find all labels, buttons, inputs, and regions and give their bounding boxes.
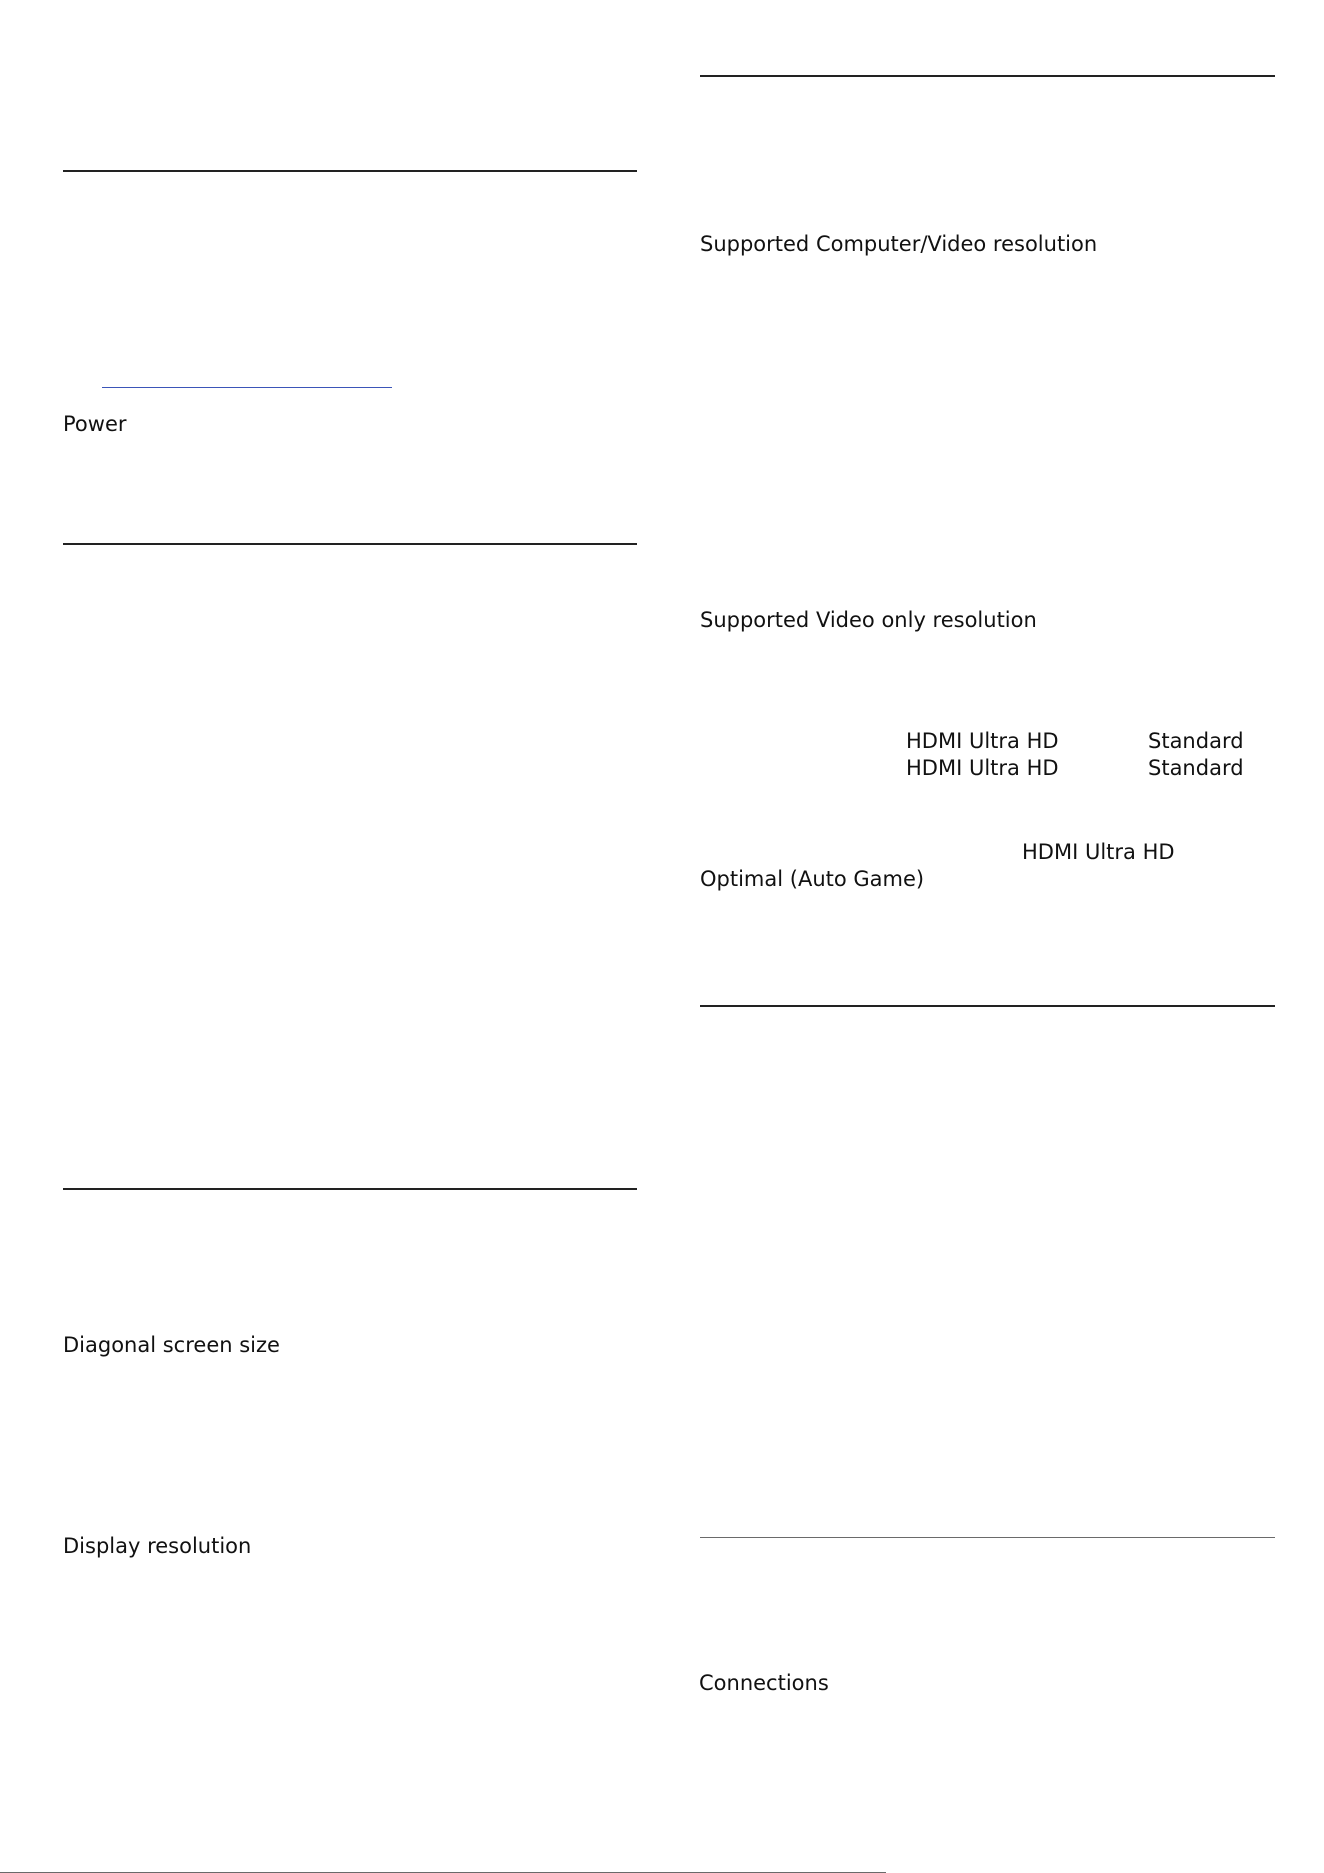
connections-label: Connections bbox=[699, 1671, 829, 1695]
display-resolution-label: Display resolution bbox=[63, 1534, 252, 1558]
game-row-mode: Optimal (Auto Game) bbox=[700, 867, 925, 891]
link-underline bbox=[102, 387, 392, 388]
section-divider bbox=[700, 1537, 1275, 1538]
game-row-hdmi: HDMI Ultra HD bbox=[1022, 840, 1175, 864]
resolution-row-mode: Standard bbox=[1148, 729, 1244, 753]
section-divider bbox=[63, 543, 637, 545]
resolution-row-mode: Standard bbox=[1148, 756, 1244, 780]
supported-computer-video-resolution-label: Supported Computer/Video resolution bbox=[700, 232, 1098, 256]
resolution-row-hdmi: HDMI Ultra HD bbox=[906, 756, 1059, 780]
resolution-row-hdmi: HDMI Ultra HD bbox=[906, 729, 1059, 753]
diagonal-screen-size-label: Diagonal screen size bbox=[63, 1333, 280, 1357]
section-divider bbox=[63, 1188, 637, 1190]
section-divider bbox=[700, 75, 1275, 77]
power-label: Power bbox=[63, 412, 127, 436]
section-divider bbox=[63, 170, 637, 172]
supported-video-only-resolution-label: Supported Video only resolution bbox=[700, 608, 1037, 632]
section-divider bbox=[700, 1005, 1275, 1007]
